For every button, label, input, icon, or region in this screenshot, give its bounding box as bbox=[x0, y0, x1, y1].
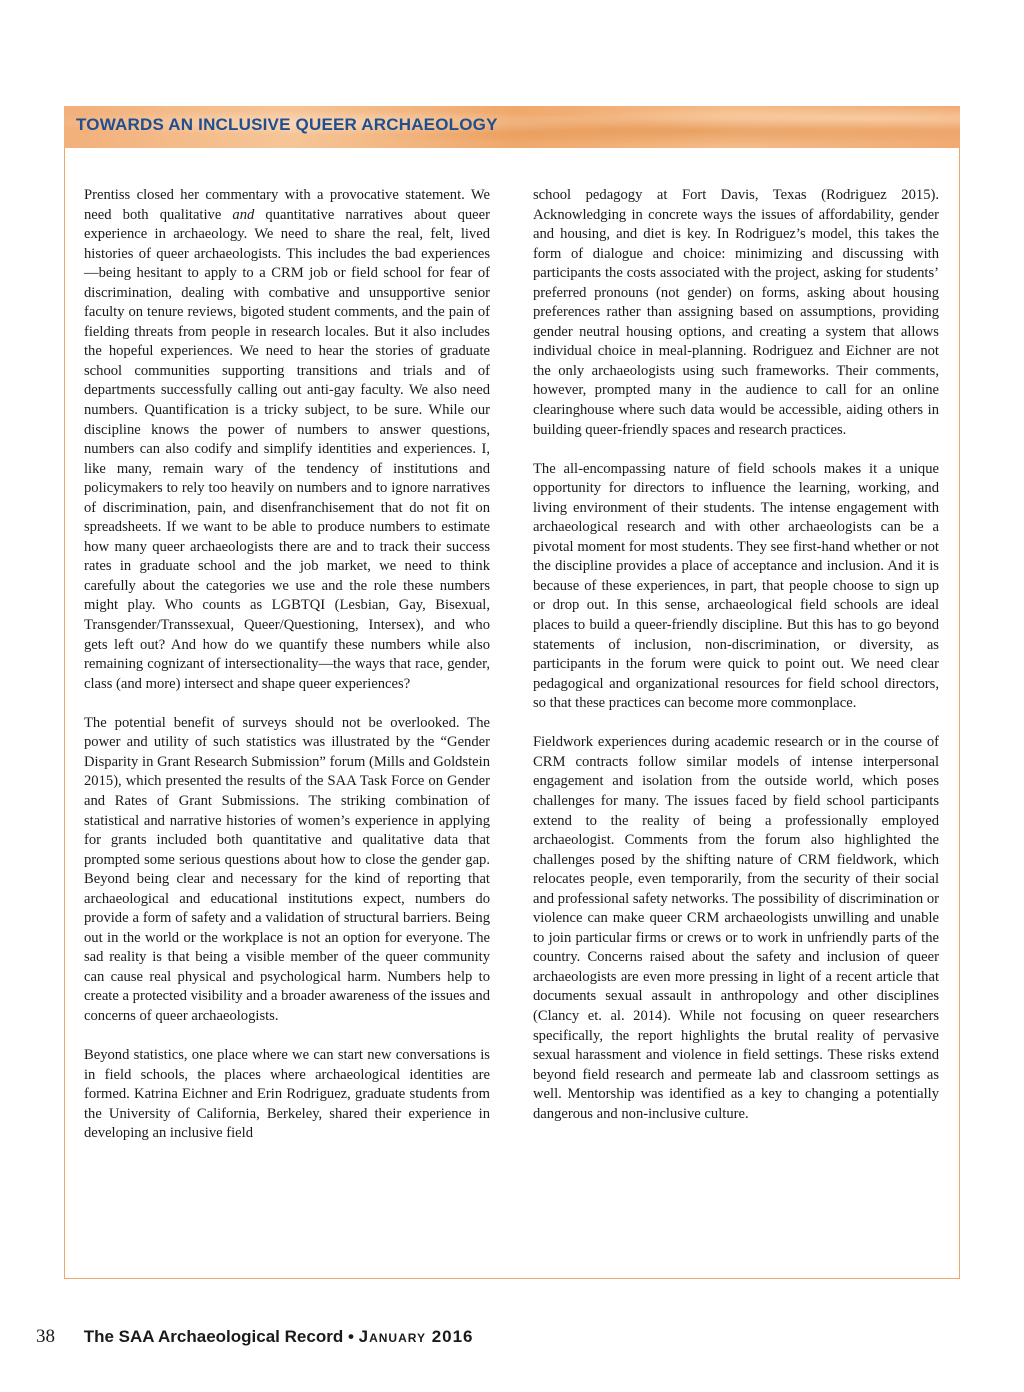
publication-name: The SAA Archaeological Record bbox=[83, 1327, 344, 1346]
left-column bbox=[84, 186, 490, 1163]
paragraph: The all-encompassing nature of field schools makes it a unique opportunity for directors to influence the learning, working, and living environment of their students. The intense engagement with archaeological research and with other archaeologists can be a pivotal moment for most students. They see first-hand whether or not the discipline provides a place of acceptance and inclusion. And it is because of these experiences, in part, that people choose to sign up or drop out. In this sense, archaeological field schools are ideal places to build a queer-friendly discipline. But this has to go beyond statements of inclusion, non-discrimination, or diversity, as participants in the forum were quick to point out. We need clear pedagogical and organizational resources for field school directors, so that these practices can become more commonplace. bbox=[533, 460, 939, 712]
paragraph: The potential benefit of surveys should not be overlooked. The power and utility of such statistics was illustrated by the “Gender Disparity in Grant Research Submission” forum (Mills and Goldstein 2015), which presented the results of the SAA Task Force on Gender and Rates of Grant Submissions. The striking combination of statistical and narrative histories of women’s experience in applying for grants included both quantitative and qualitative data that prompted some serious questions about how to close the gender gap. Beyond being clear and necessary for the kind of reporting that archaeological and educational institutions expect, numbers do provide a form of safety and a validation of structural barriers. Being out in the world or the workplace is not an option for everyone. The sad reality is that being a visible member of the queer community can cause real physical and psychological harm. Numbers help to create a protected visibility and a broader awareness of the issues and concerns of queer archaeologists. bbox=[84, 714, 490, 1024]
paragraph: Beyond statistics, one place where we can start new conversations is in field schools, the places where archaeological identities are formed. Katrina Eichner and Erin Rodriguez, graduate students from the University of California, Berkeley, shared their experience in developing an inclusive field bbox=[84, 1047, 490, 1142]
paragraph: school pedagogy at Fort Davis, Texas (Rodriguez 2015). Acknowledging in concrete ways the issues of affordability, gender and housing, and diet is key. In Rodriguez’s model, this takes the form of dialogue and choice: minimizing and discussing with participants the costs associated with the project, asking for students’ preferred pronouns (not gender) on forms, asking about housing preferences rather than assigning based on assumptions, providing gender neutral housing options, and creating a system that allows individual choice in meal-planning. Rodriguez and Eichner are not the only archaeologists using such frameworks. Their comments, however, prompted many in the audience to call for an online clearinghouse where such data would be accessible, aiding others in building queer-friendly spaces and research practices. bbox=[533, 187, 939, 438]
emphasis-text: and bbox=[232, 206, 255, 223]
right-column bbox=[533, 186, 939, 1144]
page-number: 38 bbox=[36, 1326, 55, 1347]
paragraph bbox=[84, 186, 490, 694]
section-header-band bbox=[64, 106, 960, 148]
issue-date: January 2016 bbox=[358, 1327, 474, 1346]
paragraph-text: quantitative narratives about queer experience in archaeology. We need to share the real, felt, lived histories of queer archaeologists. This includes the bad experiences—being hesitant to apply to a CRM job or field school for fear of discrimination, dealing with combative and unsupportive senior faculty on tenure reviews, bigoted student comments, and the pain of fielding threats from people in research locales. But it also includes the hopeful experiences. We need to hear the stories of graduate school communities supporting transitions and trials and of departments successfully calling out anti-gay faculty. We also need numbers. Quantification is a tricky subject, to be sure. While our discipline knows the power of numbers to answer questions, numbers can also codify and simplify identities and experiences. I, like many, remain wary of the tendency of institutions and policymakers to rely too heavily on numbers and to ignore narratives of discrimination, pain, and disenfranchisement that do not fit on spreadsheets. If we want to be able to produce numbers to estimate how many queer archaeologists there are and to track their success rates in graduate school and the job market, we need to think carefully about the categories we use and the role these numbers might play. Who counts as LGBTQI (Lesbian, Gay, Bisexual, Transgender/Transsexual, Queer/Questioning, Intersex), and who gets left out? And how do we quantify these numbers while also remaining cognizant of intersectionality—the ways that race, gender, class (and more) intersect and shape queer experiences? bbox=[84, 206, 490, 692]
paragraph: Fieldwork experiences during academic research or in the course of CRM contracts follow similar models of intense interpersonal engagement and isolation from the outside world, which poses challenges for many. The issues faced by field school participants extend to the reality of being a professionally employed archaeologist. Comments from the forum also highlighted the challenges posed by the shifting nature of CRM fieldwork, which relocates people, even temporarily, from the security of their social and professional safety networks. The possibility of discrimination or violence can make queer CRM archaeologists unwilling and unable to join particular firms or crews or to work in unfriendly parts of the country. Concerns raised about the safety and inclusion of queer archaeologists are even more pressing in light of a recent article that documents sexual assault in anthropology and other disciplines (Clancy et. al. 2014). While not focusing on queer researchers specifically, the report highlights the brutal reality of pervasive sexual harassment and violence in field settings. These risks extend beyond field research and permeate lab and classroom settings as well. Mentorship was identified as a key to changing a potentially dangerous and non-inclusive culture. bbox=[533, 734, 939, 1122]
page-footer bbox=[36, 1326, 474, 1348]
section-title: TOWARDS AN INCLUSIVE QUEER ARCHAEOLOGY bbox=[76, 115, 498, 134]
footer-separator: • bbox=[347, 1327, 354, 1346]
paragraph-text: Prentiss closed her commentary with a provocative statement. We need both qualitative bbox=[84, 187, 490, 223]
